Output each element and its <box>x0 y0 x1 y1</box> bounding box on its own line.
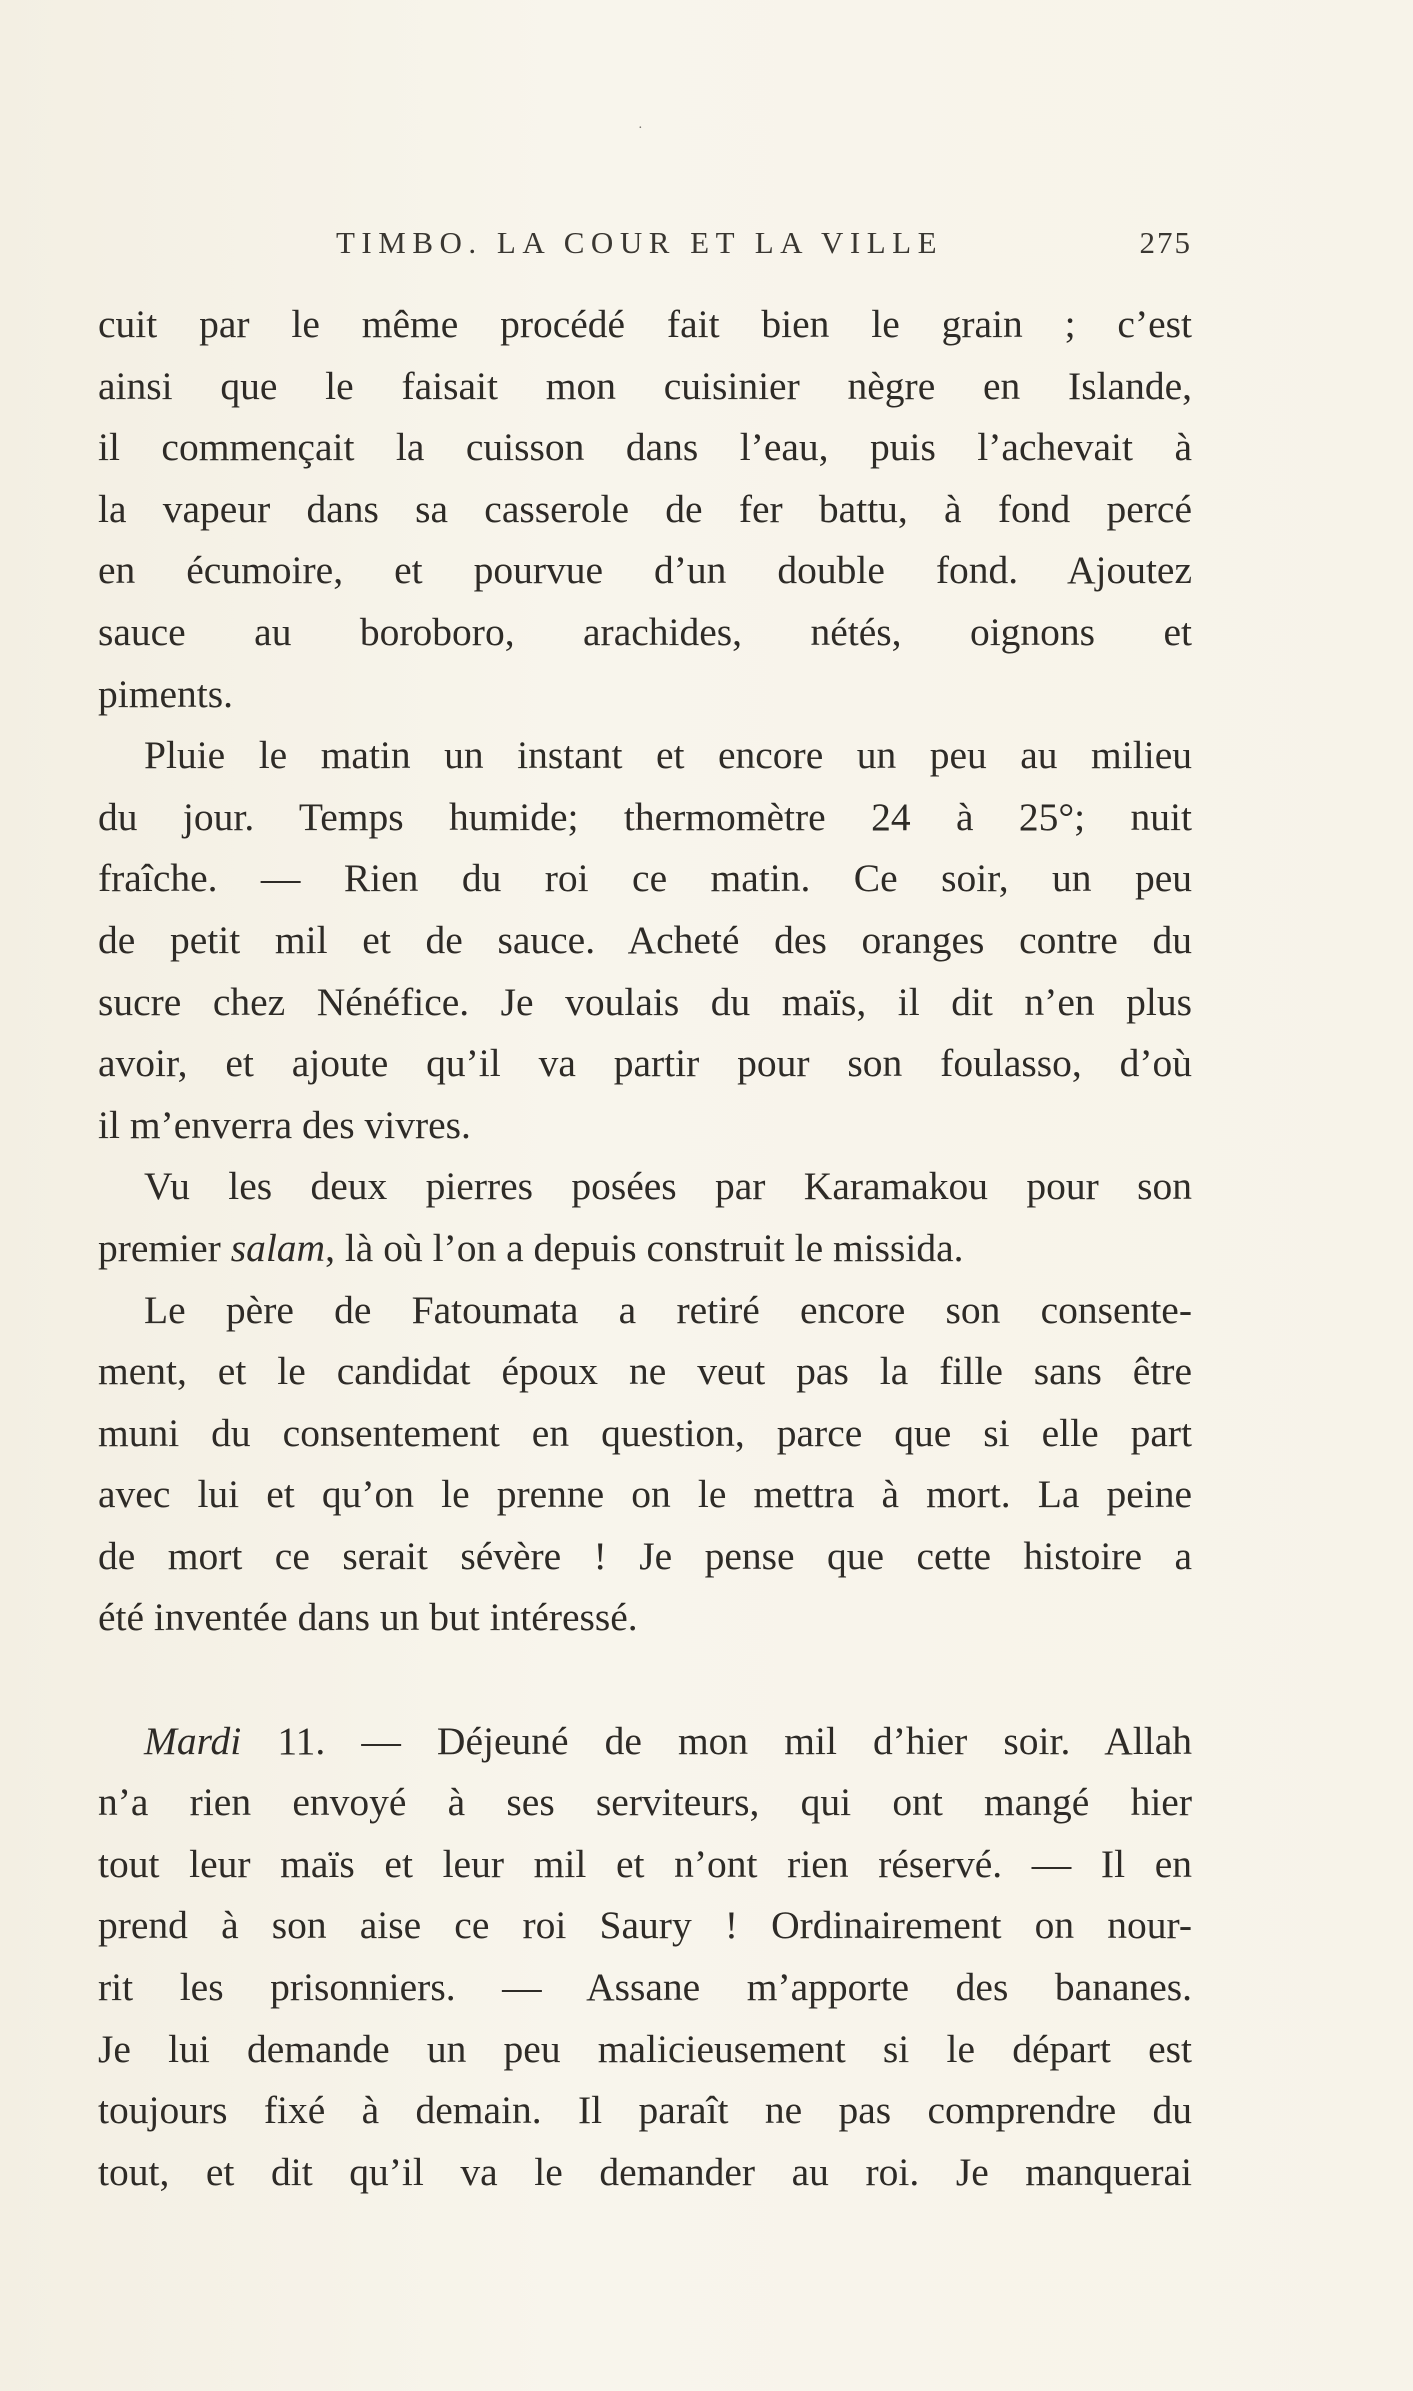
text-line: avoir, et ajoute qu’il va partir pour son foulasso, d’où <box>98 1041 1192 1086</box>
text-line: fraîche. — Rien du roi ce matin. Ce soir, un peu <box>98 856 1192 901</box>
text-line: Le père de Fatoumata a retiré encore son consente- <box>144 1287 1192 1332</box>
text-line: Je lui demande un peu malicieusement si le départ est <box>98 2026 1192 2071</box>
body-text <box>98 294 1192 2203</box>
text-line: il commençait la cuisson dans l’eau, puis l’achevait à <box>98 425 1192 470</box>
text-line: du jour. Temps humide; thermomètre 24 à 25°; nuit <box>98 794 1192 839</box>
text-line: Pluie le matin un instant et encore un peu au milieu <box>144 733 1192 778</box>
text-line: en écumoire, et pourvue d’un double fond. Ajoutez <box>98 548 1192 593</box>
text-line: rit les prisonniers. — Assane m’apporte des bananes. <box>98 1965 1192 2010</box>
paragraph-gap <box>98 1649 1192 1711</box>
italic-term: salam <box>230 1225 326 1270</box>
text-line: de mort ce serait sévère ! Je pense que cette histoire a <box>98 1533 1192 1578</box>
text-line: avec lui et qu’on le prenne on le mettra à mort. La peine <box>98 1472 1192 1517</box>
text-run: premier <box>98 1225 231 1270</box>
text-line: cuit par le même procédé fait bien le grain ; c’est <box>98 302 1192 346</box>
text-line: toujours fixé à demain. Il paraît ne pas comprendre du <box>98 2088 1192 2133</box>
ink-speck: · <box>638 121 643 136</box>
text-line: tout, et dit qu’il va le demander au roi. Je manquerai <box>98 2149 1192 2194</box>
text-line: n’a rien envoyé à ses serviteurs, qui ont mangé hier <box>98 1780 1192 1825</box>
text-line: de petit mil et de sauce. Acheté des oranges contre du <box>98 917 1192 962</box>
entry-date: Mardi <box>144 1718 242 1763</box>
text-run: 11. — Déjeuné de mon mil d’hier soir. Allah <box>241 1718 1192 1763</box>
text-line: sauce au boroboro, arachides, nétés, oignons et <box>98 609 1192 654</box>
text-line: Vu les deux pierres posées par Karamakou pour son <box>144 1164 1192 1209</box>
running-head <box>98 221 1192 265</box>
text-line: il m’enverra des vivres. <box>98 1102 471 1147</box>
text-line: tout leur maïs et leur mil et n’ont rien réservé. — Il en <box>98 1841 1192 1886</box>
text-line: été inventée dans un but intéressé. <box>98 1595 638 1640</box>
text-line: ment, et le candidat époux ne veut pas la fille sans être <box>98 1349 1192 1394</box>
text-line: muni du consentement en question, parce que si elle part <box>98 1410 1192 1455</box>
page-number: 275 <box>1139 225 1192 260</box>
text-line: piments. <box>98 671 233 716</box>
text-line <box>98 1218 1192 1280</box>
text-line: sucre chez Nénéfice. Je voulais du maïs, il dit n’en plus <box>98 979 1192 1024</box>
running-title: TIMBO. LA COUR ET LA VILLE <box>336 225 944 260</box>
text-line: ainsi que le faisait mon cuisinier nègre en Islande, <box>98 363 1192 408</box>
text-line: la vapeur dans sa casserole de fer battu, à fond percé <box>98 486 1192 531</box>
text-line: prend à son aise ce roi Saury ! Ordinairement on nour- <box>98 1903 1192 1948</box>
text-line <box>98 1711 1192 1773</box>
text-run: , là où l’on a depuis construit le missida. <box>325 1225 964 1270</box>
